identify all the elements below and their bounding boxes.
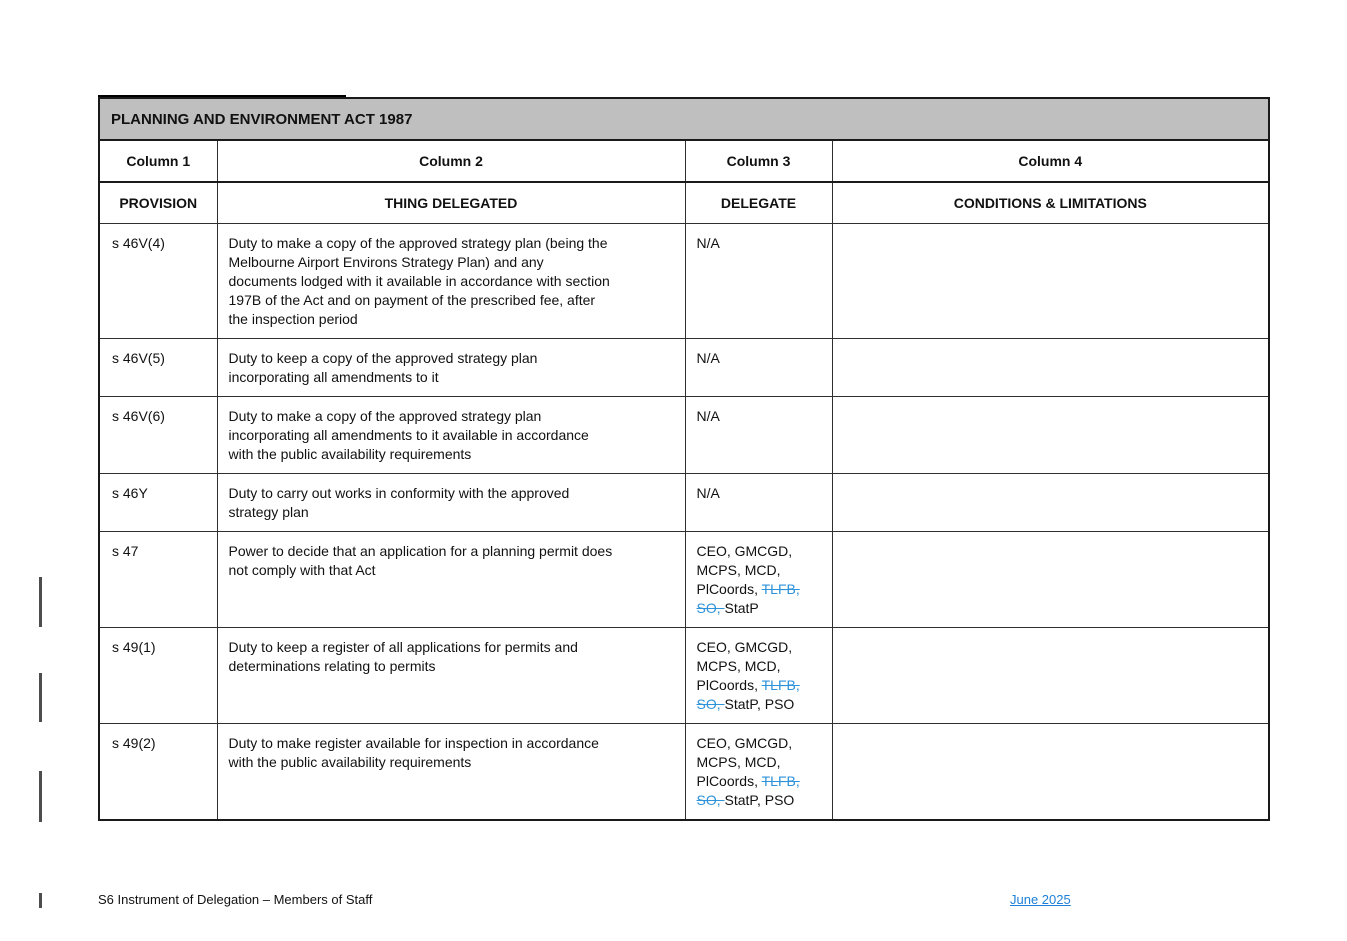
delegate-cell: CEO, GMCGD, MCPS, MCD, PlCoords, TLFB, SO, StatP, PSO bbox=[685, 628, 832, 724]
provision-cell: s 46V(5) bbox=[99, 339, 217, 397]
column-headers-row bbox=[99, 182, 1269, 224]
table-row bbox=[99, 224, 1269, 339]
thing-cell: Duty to make register available for inspection in accordance with the public availability requirements bbox=[217, 724, 685, 821]
conditions-cell bbox=[832, 724, 1269, 821]
change-bar bbox=[39, 893, 42, 908]
column-label-4: Column 4 bbox=[832, 140, 1269, 182]
delegate-cell: CEO, GMCGD, MCPS, MCD, PlCoords, TLFB, SO, StatP, PSO bbox=[685, 724, 832, 821]
delegate-cell: N/A bbox=[685, 474, 832, 532]
provision-cell: s 46V(4) bbox=[99, 224, 217, 339]
thing-cell: Duty to keep a copy of the approved strategy plan incorporating all amendments to it bbox=[217, 339, 685, 397]
header-provision: PROVISION bbox=[99, 182, 217, 224]
header-thing-delegated: THING DELEGATED bbox=[217, 182, 685, 224]
thing-cell: Duty to carry out works in conformity with the approved strategy plan bbox=[217, 474, 685, 532]
thing-cell: Power to decide that an application for a planning permit does not comply with that Act bbox=[217, 532, 685, 628]
thing-cell: Duty to keep a register of all applications for permits and determinations relating to permits bbox=[217, 628, 685, 724]
table-row bbox=[99, 474, 1269, 532]
conditions-cell bbox=[832, 474, 1269, 532]
provision-cell: s 46Y bbox=[99, 474, 217, 532]
table-row bbox=[99, 724, 1269, 821]
delegate-cell: CEO, GMCGD, MCPS, MCD, PlCoords, TLFB, SO, StatP bbox=[685, 532, 832, 628]
provision-cell: s 47 bbox=[99, 532, 217, 628]
change-bar bbox=[39, 771, 42, 822]
column-label-2: Column 2 bbox=[217, 140, 685, 182]
table-title-row bbox=[99, 98, 1269, 140]
column-label-1: Column 1 bbox=[99, 140, 217, 182]
conditions-cell bbox=[832, 397, 1269, 474]
thing-cell: Duty to make a copy of the approved strategy plan (being the Melbourne Airport Environs Strategy Plan) and any documents lodged with it available in accordance with section 197B of the Act and on payment of the prescribed fee, after the inspection period bbox=[217, 224, 685, 339]
column-labels-row bbox=[99, 140, 1269, 182]
table-body bbox=[99, 224, 1269, 821]
table-row bbox=[99, 628, 1269, 724]
conditions-cell bbox=[832, 628, 1269, 724]
delegate-cell: N/A bbox=[685, 224, 832, 339]
conditions-cell bbox=[832, 532, 1269, 628]
conditions-cell bbox=[832, 224, 1269, 339]
change-bar bbox=[39, 577, 42, 627]
delegate-cell: N/A bbox=[685, 339, 832, 397]
change-bar bbox=[39, 673, 42, 722]
table-row bbox=[99, 532, 1269, 628]
table-title: PLANNING AND ENVIRONMENT ACT 1987 bbox=[99, 98, 1269, 140]
delegation-table bbox=[98, 97, 1270, 821]
provision-cell: s 49(2) bbox=[99, 724, 217, 821]
provision-cell: s 49(1) bbox=[99, 628, 217, 724]
header-delegate: DELEGATE bbox=[685, 182, 832, 224]
header-conditions: CONDITIONS & LIMITATIONS bbox=[832, 182, 1269, 224]
provision-cell: s 46V(6) bbox=[99, 397, 217, 474]
footer-date: June 2025 bbox=[1010, 892, 1071, 907]
conditions-cell bbox=[832, 339, 1269, 397]
thing-cell: Duty to make a copy of the approved strategy plan incorporating all amendments to it available in accordance with the public availability requirements bbox=[217, 397, 685, 474]
table-row bbox=[99, 339, 1269, 397]
delegate-cell: N/A bbox=[685, 397, 832, 474]
table-row bbox=[99, 397, 1269, 474]
column-label-3: Column 3 bbox=[685, 140, 832, 182]
footer-document-title: S6 Instrument of Delegation – Members of Staff bbox=[98, 892, 373, 907]
